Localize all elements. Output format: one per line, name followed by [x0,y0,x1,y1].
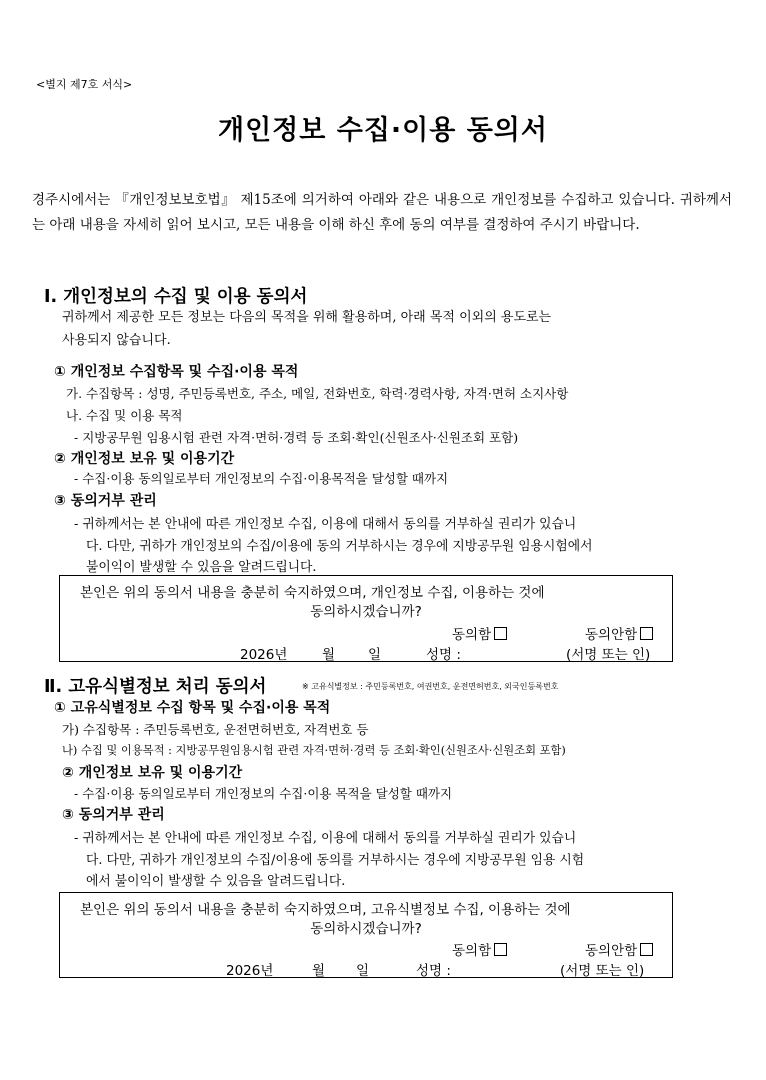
section2-day: 일 [356,963,370,979]
section2-item2-heading: ② 개인정보 보유 및 이용기간 [62,765,243,781]
section1-disagree-option[interactable] [585,623,653,643]
section1-month: 월 [322,647,336,663]
section2-consent-box [59,892,673,978]
intro-paragraph: 경주시에서는 『개인정보보호법』 제15조에 의거하여 아래와 같은 내용으로 개인정보를 수집하고 있습니다. 귀하께서는 아래 내용을 자세히 읽어 보시고, 모든 내용을 이해 하신 후에 동의 여부를 결정하여 주시기 바랍니다. [32,192,732,233]
section2-consent-question-line2: 동의하시겠습니까? [310,921,422,937]
section1-desc-line2: 사용되지 않습니다. [62,333,171,348]
section1-item3-line2: 다. 다만, 귀하가 개인정보의 수집/이용에 동의 거부하시는 경우에 지방공무원 임용시험에서 [86,539,593,554]
section2-disagree-checkbox[interactable] [640,943,653,956]
section1-consent-question-line2: 동의하시겠습니까? [310,604,422,620]
section1-item1-heading: ① 개인정보 수집항목 및 수집·이용 목적 [54,364,299,380]
section1-agree-label: 동의함 [452,627,492,643]
section2-item3-line2: 다. 다만, 귀하가 개인정보의 수집/이용에 동의를 거부하시는 경우에 지방공무원 임용 시험 [86,853,585,868]
section1-disagree-checkbox[interactable] [640,627,653,640]
section1-heading: Ⅰ. 개인정보의 수집 및 이용 동의서 [44,287,308,307]
section2-agree-checkbox[interactable] [494,943,507,956]
section2-heading: Ⅱ. 고유식별정보 처리 동의서 [44,677,267,697]
section1-desc-line1: 귀하께서 제공한 모든 정보는 다음의 목적을 위해 활용하며, 아래 목적 이외의 용도로는 [62,310,552,325]
section1-disagree-label: 동의안함 [585,627,638,643]
section2-item1-line1: 가) 수집항목 : 주민등록번호, 운전면허번호, 자격번호 등 [62,722,369,737]
section2-consent-question-line1: 본인은 위의 동의서 내용을 충분히 숙지하였으며, 고유식별정보 수집, 이용하는 것에 [80,902,571,918]
section1-consent-question-line1: 본인은 위의 동의서 내용을 충분히 숙지하였으며, 개인정보 수집, 이용하는 것에 [80,585,545,601]
section2-agree-label: 동의함 [452,943,492,959]
section1-day: 일 [368,647,382,663]
section1-signature-field[interactable]: (서명 또는 인) [566,647,651,663]
section2-item3-heading: ③ 동의거부 관리 [62,807,165,823]
section2-item1-line2: 나) 수집 및 이용목적 : 지방공무원임용시험 관련 자격·면허·경력 등 조회·확인(신원조사·신원조회 포함) [62,744,566,757]
section1-item3-line1: - 귀하께서는 본 안내에 따른 개인정보 수집, 이용에 대해서 동의를 거부하실 권리가 있습니 [74,517,577,532]
section1-item3-line3: 불이익이 발생할 수 있음을 알려드립니다. [86,560,317,575]
section2-item3-line3: 에서 불이익이 발생할 수 있음을 알려드립니다. [86,874,346,889]
section2-note: ※ 고유식별정보 : 주민등록번호, 여권번호, 운전면허번호, 외국인등록번호 [302,682,559,691]
section2-disagree-label: 동의안함 [585,943,638,959]
section1-item3-heading: ③ 동의거부 관리 [54,493,157,509]
section2-signature-field[interactable]: (서명 또는 인) [560,963,645,979]
section1-item2-heading: ② 개인정보 보유 및 이용기간 [54,451,235,467]
section1-agree-checkbox[interactable] [494,627,507,640]
section1-item2-line1: - 수집·이용 동의일로부터 개인정보의 수집·이용목적을 달성할 때까지 [74,471,449,486]
document-title: 개인정보 수집·이용 동의서 [218,115,548,146]
section1-item1-line3: - 지방공무원 임용시험 관련 자격·면허·경력 등 조회·확인(신원조사·신원조회 포함) [74,430,519,445]
section1-agree-option[interactable] [452,623,507,643]
section1-year: 2026년 [240,647,288,663]
section2-agree-option[interactable] [452,939,507,959]
section2-item1-heading: ① 고유식별정보 수집 항목 및 수집·이용 목적 [54,700,331,716]
section2-year: 2026년 [226,963,274,979]
section1-item1-line1: 가. 수집항목 : 성명, 주민등록번호, 주소, 메일, 전화번호, 학력·경력사항, 자격·면허 소지사항 [66,386,569,401]
section1-name-field[interactable]: 성명 : [426,647,461,663]
section2-item3-line1: - 귀하께서는 본 안내에 따른 개인정보 수집, 이용에 대해서 동의를 거부하실 권리가 있습니 [74,831,577,846]
section2-disagree-option[interactable] [585,939,653,959]
form-number: <별지 제7호 서식> [36,78,133,91]
section2-item2-line1: - 수집·이용 동의일로부터 개인정보의 수집·이용 목적을 달성할 때까지 [74,786,453,801]
section2-name-field[interactable]: 성명 : [416,963,451,979]
section1-consent-box [59,575,673,662]
section2-month: 월 [312,963,326,979]
section1-item1-line2: 나. 수집 및 이용 목적 [66,408,183,423]
